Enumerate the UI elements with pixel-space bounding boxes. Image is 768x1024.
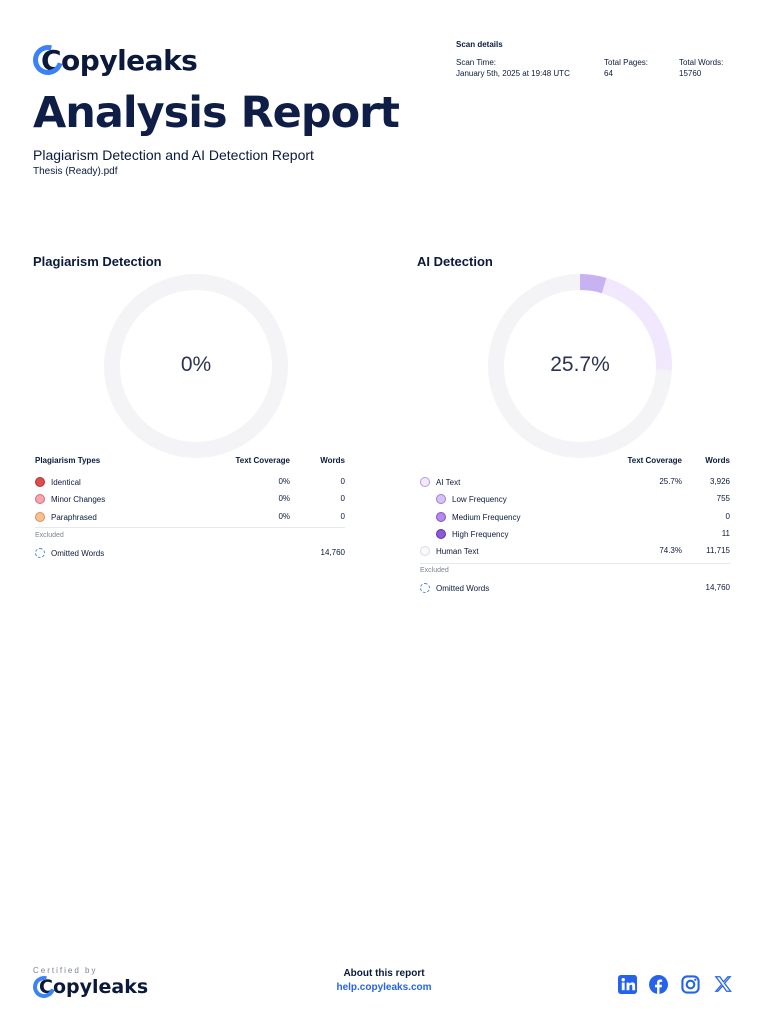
medium-frequency-label: Medium Frequency [452, 512, 521, 522]
footer-logo [33, 976, 148, 998]
linkedin-icon[interactable] [617, 974, 637, 994]
identical-coverage: 0% [278, 477, 290, 486]
minor-changes-dot-icon [35, 494, 45, 504]
total-words-value: 15760 [679, 69, 702, 78]
about-report-heading: About this report [343, 968, 425, 979]
ai-row-human-text [420, 544, 479, 558]
ai-high-frequency-arc [580, 282, 604, 286]
ai-row-low-frequency [436, 492, 507, 506]
footer-logo-text: Copyleaks [39, 976, 149, 998]
ai-row-high-frequency [436, 527, 508, 541]
scan-time-label: Scan Time: [456, 58, 497, 67]
ai-omitted-words: 14,760 [705, 583, 730, 592]
ai-excluded-label: Excluded [420, 567, 449, 574]
help-link[interactable]: help.copyleaks.com [336, 982, 432, 993]
minor-changes-coverage: 0% [278, 494, 290, 503]
copyleaks-logo [33, 38, 197, 82]
low-frequency-dot-icon [436, 494, 446, 504]
plag-coverage-header: Text Coverage [235, 456, 290, 465]
plagiarism-section-title: Plagiarism Detection [33, 254, 162, 269]
plag-divider [35, 527, 345, 528]
ai-words-header: Words [705, 456, 730, 465]
ai-row-omitted [420, 581, 489, 595]
file-name: Thesis (Ready).pdf [33, 166, 118, 177]
human-text-words: 11,715 [706, 546, 730, 555]
human-text-coverage: 74.3% [659, 546, 682, 555]
instagram-icon[interactable] [680, 974, 700, 994]
scan-time-value: January 5th, 2025 at 19:48 UTC [456, 69, 570, 78]
plag-row-minor [35, 492, 105, 506]
scan-details-heading: Scan details [456, 40, 503, 49]
ai-divider [420, 563, 730, 564]
paraphrased-coverage: 0% [278, 512, 290, 521]
ai-row-ai-text [420, 475, 460, 489]
plag-excluded-label: Excluded [35, 532, 64, 539]
paraphrased-label: Paraphrased [51, 512, 97, 522]
plag-row-identical [35, 475, 81, 489]
plag-row-omitted [35, 546, 104, 560]
high-frequency-label: High Frequency [452, 529, 509, 539]
plag-row-paraphrased [35, 510, 97, 524]
facebook-icon[interactable] [648, 974, 668, 994]
ai-omitted-dot-icon [420, 583, 430, 593]
total-pages [604, 57, 648, 79]
certified-by-label: Certified by [33, 966, 98, 975]
ai-percent: 25.7% [550, 353, 610, 376]
plag-words-header: Words [320, 456, 345, 465]
total-pages-label: Total Pages: [604, 58, 649, 67]
human-text-label: Human Text [436, 546, 479, 556]
plagiarism-types-header: Plagiarism Types [35, 456, 101, 465]
low-frequency-label: Low Frequency [452, 494, 507, 504]
ai-omitted-label: Omitted Words [436, 583, 490, 593]
medium-frequency-dot-icon [436, 512, 446, 522]
plagiarism-percent: 0% [180, 353, 212, 376]
plag-omitted-label: Omitted Words [51, 548, 105, 558]
omitted-dot-icon [35, 548, 45, 558]
low-frequency-words: 755 [716, 494, 730, 503]
ai-text-words: 3,926 [709, 477, 730, 486]
ai-section-title: AI Detection [417, 254, 493, 269]
ai-text-label: AI Text [436, 477, 461, 487]
scan-time [456, 57, 570, 79]
total-pages-value: 64 [604, 69, 613, 78]
minor-changes-label: Minor Changes [51, 494, 106, 504]
ai-coverage-header: Text Coverage [627, 456, 682, 465]
report-subtitle: Plagiarism Detection and AI Detection Report [33, 147, 314, 163]
plag-omitted-words: 14,760 [320, 548, 345, 557]
ai-text-coverage: 25.7% [659, 477, 682, 486]
total-words-label: Total Words: [679, 58, 724, 67]
page-title: Analysis Report [33, 88, 399, 138]
ai-row-medium-frequency [436, 510, 520, 524]
paraphrased-words: 0 [340, 512, 345, 521]
identical-words: 0 [340, 477, 345, 486]
medium-frequency-words: 0 [725, 512, 730, 521]
identical-label: Identical [51, 477, 81, 487]
high-frequency-words: 11 [721, 529, 730, 538]
high-frequency-dot-icon [436, 529, 446, 539]
logo-text: Copyleaks [41, 43, 198, 77]
human-text-dot-icon [420, 546, 430, 556]
x-icon[interactable] [713, 974, 733, 994]
ai-text-dot-icon [420, 477, 430, 487]
paraphrased-dot-icon [35, 512, 45, 522]
total-words [679, 57, 723, 79]
minor-changes-words: 0 [340, 494, 345, 503]
identical-dot-icon [35, 477, 45, 487]
